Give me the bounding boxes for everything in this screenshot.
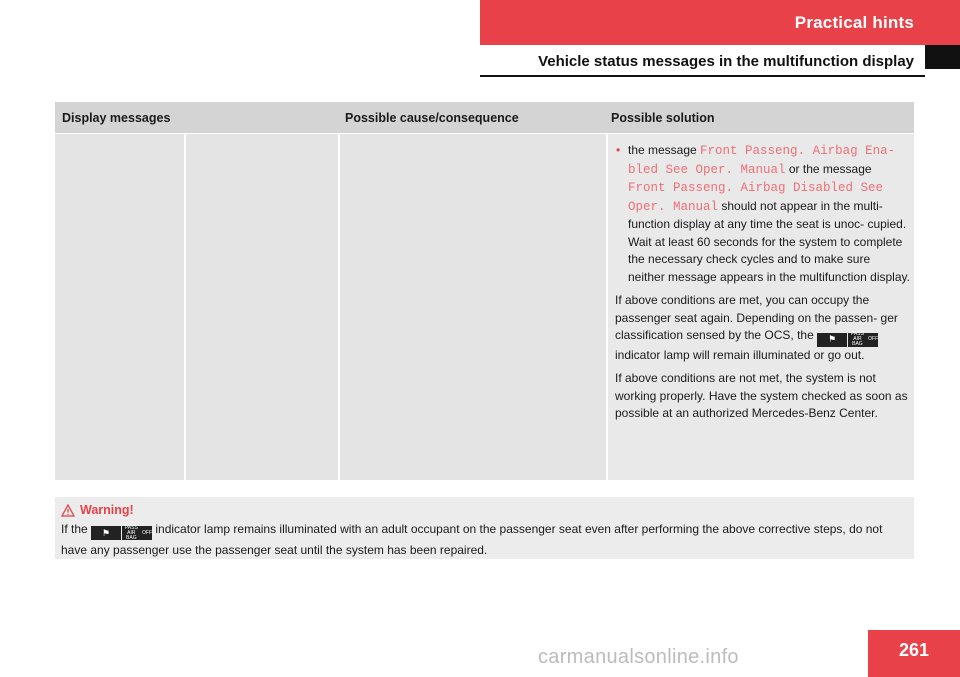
possible-cause-cell xyxy=(340,133,608,480)
solution-paragraph-conditions-met xyxy=(615,292,910,364)
bullet-text-mid: or the message xyxy=(785,161,872,176)
pass-airbag-off-indicator-icon xyxy=(817,333,878,347)
watermark: carmanualsonline.info xyxy=(538,646,739,668)
section-title: Practical hints xyxy=(794,12,914,32)
header-rule xyxy=(480,75,925,77)
paragraph-text-after: indicator lamp will remain illuminated or go out. xyxy=(615,347,865,362)
warning-header xyxy=(61,501,908,519)
section-header-tab xyxy=(480,0,960,45)
seat-occupant-icon: ⚑ xyxy=(817,333,847,347)
lamp-off-text: OFF xyxy=(868,336,879,343)
display-message-text-cell xyxy=(186,133,340,480)
bullet-text-suffix: should not appear in the multi- function display at any time the seat is unoc- cupied. Wait at least 60 seconds for the system to complete the necessary check cycles and to make sure neither message appears in the multifunction display. xyxy=(628,198,910,284)
paragraph-text: If above conditions are met, you can occupy the passenger seat again. Depending on the passen- ger classification sensed by the OCS, the xyxy=(615,293,898,342)
column-header-display-messages: Display messages xyxy=(62,110,171,125)
pass-airbag-off-indicator-icon xyxy=(91,526,152,540)
status-message-table xyxy=(55,102,914,480)
lamp-pass-text: PASS AIR BAG xyxy=(124,524,138,541)
page-number: 261 xyxy=(868,630,960,677)
pass-airbag-off-label xyxy=(122,526,152,540)
warning-box xyxy=(55,497,914,559)
page-subtitle: Vehicle status messages in the multifunction display xyxy=(538,53,914,70)
warning-triangle-icon xyxy=(61,504,75,517)
lamp-pass-text: PASS AIR BAG xyxy=(850,331,864,348)
seat-occupant-icon: ⚑ xyxy=(91,526,121,540)
possible-solution-cell xyxy=(608,133,914,480)
warning-title: Warning! xyxy=(80,503,134,517)
solution-bullet xyxy=(615,142,910,286)
warning-text-before: If the xyxy=(61,522,92,536)
pass-airbag-off-label xyxy=(848,333,878,347)
bullet-text: the message xyxy=(628,143,701,157)
display-message-airbag-enabled: Front Passeng. Airbag Ena- bled See Oper. Manual xyxy=(628,144,896,177)
header-corner-block xyxy=(925,45,960,69)
bullet-icon: • xyxy=(616,143,621,157)
solution-paragraph-conditions-not-met: If above conditions are not met, the system is not working properly. Have the system checked as soon as possible at an authorized Mercedes-Benz Center. xyxy=(615,371,908,421)
display-message-airbag-disabled: Front Passeng. Airbag Disabled See Oper. Manual xyxy=(628,181,884,214)
column-header-possible-cause: Possible cause/consequence xyxy=(345,110,519,125)
display-message-icon-cell xyxy=(55,133,186,480)
table-row xyxy=(55,133,914,480)
warning-text xyxy=(61,519,908,560)
column-header-possible-solution: Possible solution xyxy=(611,110,715,125)
lamp-off-text: OFF xyxy=(142,529,153,536)
warning-text-after: indicator lamp remains illuminated with an adult occupant on the passenger seat even after performing the above corrective steps, do not have any passenger use the passenger seat until the system has been repaired. xyxy=(61,522,883,557)
table-header-row xyxy=(55,102,914,133)
